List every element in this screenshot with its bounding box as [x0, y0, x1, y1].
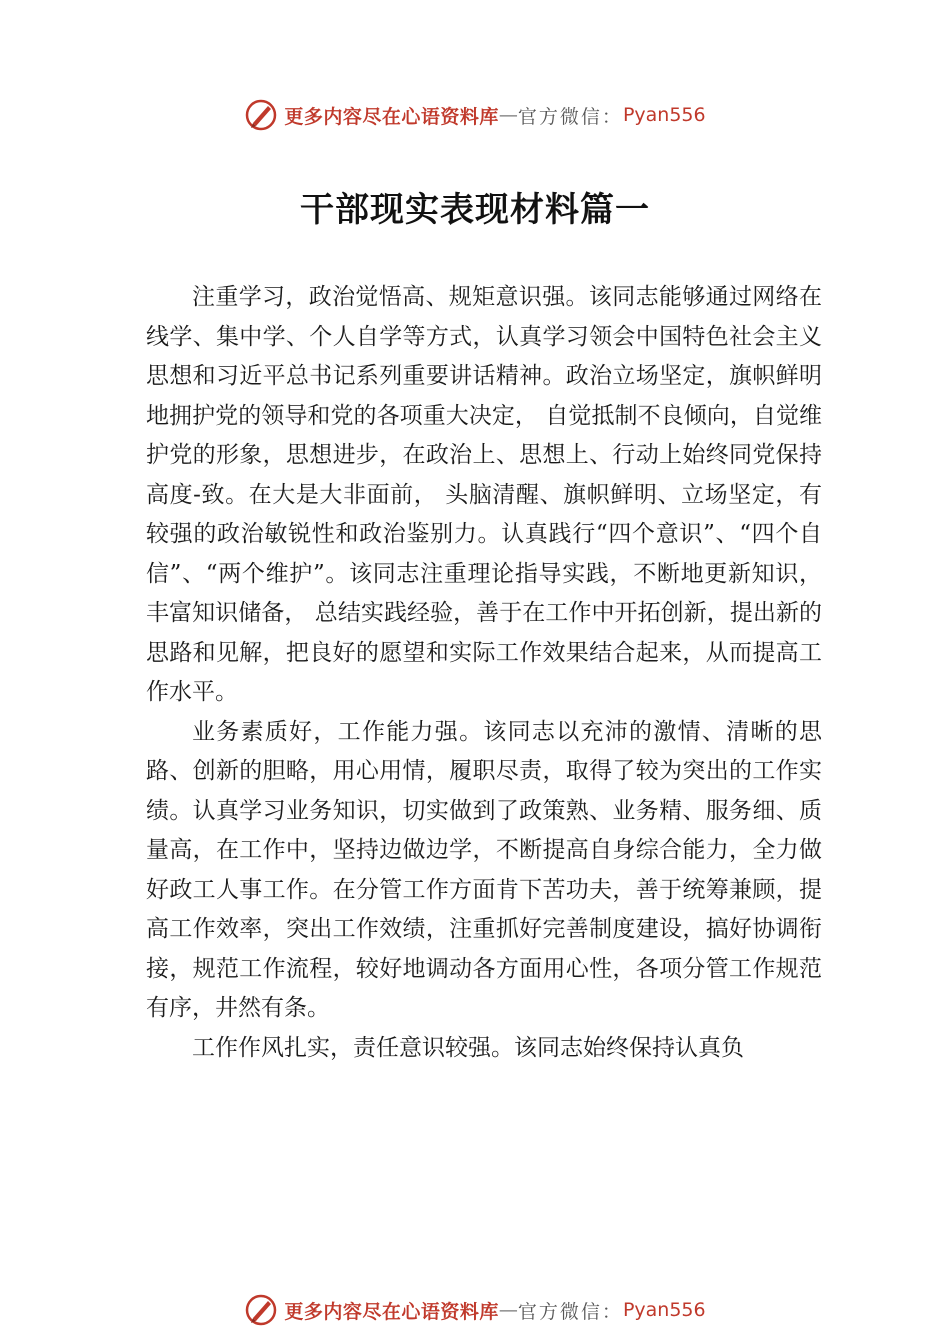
watermark-dash: —	[498, 104, 518, 126]
document-body	[146, 278, 822, 1068]
watermark-label: 官方微信：	[517, 1300, 623, 1323]
pen-logo-icon	[244, 1293, 278, 1327]
paragraph: 注重学习，政治觉悟高、规矩意识强。该同志能够通过网络在线学、集中学、个人自学等方式，认真学习领会中国特色社会主义思想和习近平总书记系列重要讲话精神。政治立场坚定，旗帜鲜明地拥护党的领导和党的各项重大决定， 自觉抵制不良倾向，自觉维护党的形象，思想进步，在政治上、思想上、行动上始终同党保持高度-致。在大是大非面前， 头脑清醒、旗帜鲜明、立场坚定，有较强的政治敏锐性和政治鉴别力。认真践行“四个意识”、“四个自信”、“两个维护”。该同志注重理论指导实践，不断地更新知识，丰富知识储备， 总结实践经验，善于在工作中开拓创新，提出新的思路和见解，把良好的愿望和实际工作效果结合起来，从而提高工作水平。	[146, 284, 822, 705]
pen-logo-icon	[244, 98, 278, 132]
watermark-id: Pyan556	[622, 104, 706, 126]
watermark-site-text: 更多内容尽在心语资料库	[284, 105, 499, 128]
header-watermark	[0, 95, 950, 135]
document-title: 干部现实表现材料篇一	[300, 190, 650, 230]
footer-watermark	[0, 1290, 950, 1330]
paragraph: 工作作风扎实，责任意识较强。该同志始终保持认真负	[192, 1034, 744, 1061]
watermark-label: 官方微信：	[517, 105, 623, 128]
watermark-dash: —	[498, 1299, 518, 1321]
watermark-site-text: 更多内容尽在心语资料库	[284, 1300, 499, 1323]
watermark-id: Pyan556	[622, 1299, 706, 1321]
paragraph: 业务素质好，工作能力强。该同志以充沛的激情、清晰的思路、创新的胆略，用心用情，履职尽责，取得了较为突出的工作实绩。认真学习业务知识，切实做到了政策熟、业务精、服务细、质量高，在工作中，坚持边做边学，不断提高自身综合能力，全力做好政工人事工作。在分管工作方面肯下苦功夫，善于统筹兼顾，提高工作效率，突出工作效绩，注重抓好完善制度建设，搞好协调衔接，规范工作流程，较好地调动各方面用心性，各项分管工作规范有序，井然有条。	[146, 718, 822, 1021]
